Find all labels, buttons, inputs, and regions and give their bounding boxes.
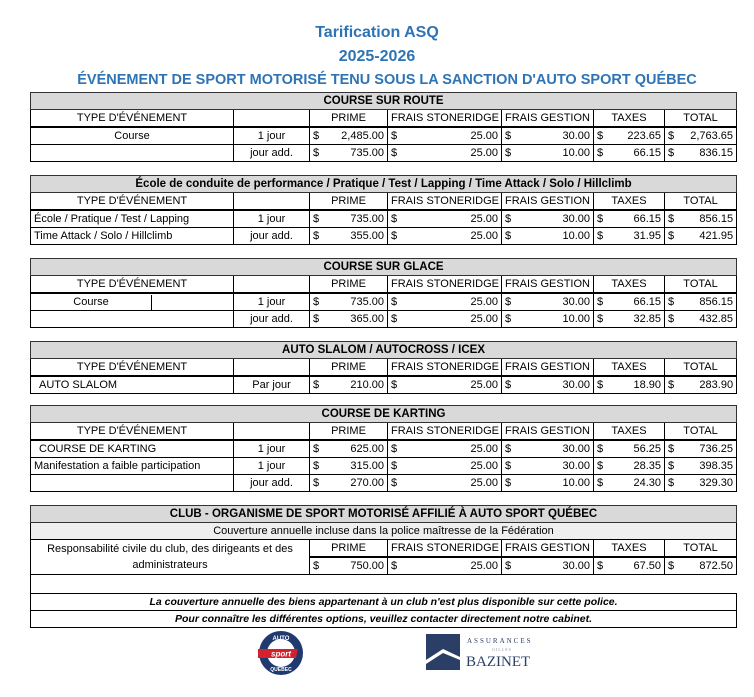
currency-symbol: $ <box>313 442 320 455</box>
row-taxes: 32.85 <box>633 312 661 325</box>
row-type: École / Pratique / Test / Lapping <box>31 210 234 228</box>
col-prime: PRIME <box>310 110 388 128</box>
row-unit: 1 jour <box>234 458 310 475</box>
col-gestion: FRAIS GESTION <box>502 423 594 441</box>
club-prime: 750.00 <box>350 559 384 572</box>
col-total: TOTAL <box>665 540 737 558</box>
row-unit: 1 jour <box>234 127 310 145</box>
empty-row <box>31 575 737 594</box>
currency-symbol: $ <box>391 146 398 159</box>
col-unit <box>234 110 310 128</box>
currency-symbol: $ <box>391 476 398 489</box>
row-taxes: 66.15 <box>633 212 661 225</box>
row-stoneridge: 25.00 <box>470 442 498 455</box>
row-total: 836.15 <box>699 146 734 159</box>
col-stoneridge: FRAIS STONERIDGE <box>388 423 502 441</box>
col-taxes: TAXES <box>594 540 665 558</box>
row-total: 2,763.65 <box>690 129 734 142</box>
col-stoneridge: FRAIS STONERIDGE <box>388 359 502 377</box>
currency-symbol: $ <box>391 295 398 308</box>
currency-symbol: $ <box>668 146 675 159</box>
table-row <box>31 440 737 458</box>
currency-symbol: $ <box>313 146 320 159</box>
row-stoneridge: 25.00 <box>470 312 498 325</box>
currency-symbol: $ <box>313 229 320 242</box>
currency-symbol: $ <box>597 476 604 489</box>
currency-symbol: $ <box>391 229 398 242</box>
col-total: TOTAL <box>665 276 737 294</box>
col-unit <box>234 193 310 211</box>
currency-symbol: $ <box>597 129 604 142</box>
row-type: Time Attack / Solo / Hillclimb <box>31 228 234 245</box>
col-total: TOTAL <box>665 110 737 128</box>
club-gestion: 30.00 <box>562 559 590 572</box>
col-gestion: FRAIS GESTION <box>502 540 594 558</box>
row-total: 329.30 <box>699 476 734 489</box>
currency-symbol: $ <box>391 129 398 142</box>
table-row <box>31 210 737 228</box>
section-title: École de conduite de performance / Pratique / Test / Lapping / Time Attack / Solo / Hillclimb <box>31 176 737 193</box>
currency-symbol: $ <box>505 212 512 225</box>
currency-symbol: $ <box>668 559 675 572</box>
currency-symbol: $ <box>391 312 398 325</box>
row-stoneridge: 25.00 <box>470 129 498 142</box>
club-stoneridge: 25.00 <box>470 559 498 572</box>
page-title: Tarification ASQ <box>315 24 439 41</box>
col-total: TOTAL <box>665 423 737 441</box>
currency-symbol: $ <box>668 229 675 242</box>
table-row <box>31 475 737 492</box>
row-type: COURSE DE KARTING <box>31 440 234 458</box>
row-unit: jour add. <box>234 475 310 492</box>
currency-symbol: $ <box>668 476 675 489</box>
row-gestion: 30.00 <box>562 129 590 142</box>
currency-symbol: $ <box>597 442 604 455</box>
currency-symbol: $ <box>391 442 398 455</box>
currency-symbol: $ <box>597 212 604 225</box>
row-prime: 735.00 <box>350 212 384 225</box>
page-subtitle: ÉVÉNEMENT DE SPORT MOTORISÉ TENU SOUS LA SANCTION D'AUTO SPORT QUÉBEC <box>77 72 697 88</box>
currency-symbol: $ <box>505 559 512 572</box>
row-stoneridge: 25.00 <box>470 476 498 489</box>
col-gestion: FRAIS GESTION <box>502 193 594 211</box>
row-taxes: 66.15 <box>633 295 661 308</box>
currency-symbol: $ <box>505 129 512 142</box>
section-table <box>30 258 737 328</box>
table-row <box>31 127 737 145</box>
row-type: AUTO SLALOM <box>31 376 234 394</box>
row-type: Manifestation a faible participation <box>31 458 234 475</box>
table-row <box>31 376 737 394</box>
row-stoneridge: 25.00 <box>470 146 498 159</box>
currency-symbol: $ <box>668 442 675 455</box>
currency-symbol: $ <box>668 212 675 225</box>
col-gestion: FRAIS GESTION <box>502 276 594 294</box>
row-gestion: 30.00 <box>562 378 590 391</box>
row-prime: 315.00 <box>350 459 384 472</box>
table-row <box>31 293 737 311</box>
col-prime: PRIME <box>310 540 388 558</box>
bazinet-logo-assurances: ASSURANCES <box>467 637 533 645</box>
row-taxes: 66.15 <box>633 146 661 159</box>
col-total: TOTAL <box>665 359 737 377</box>
currency-symbol: $ <box>313 559 320 572</box>
row-type <box>31 145 234 162</box>
section-title: COURSE DE KARTING <box>31 406 737 423</box>
col-gestion: FRAIS GESTION <box>502 359 594 377</box>
row-stoneridge: 25.00 <box>470 212 498 225</box>
currency-symbol: $ <box>597 295 604 308</box>
row-taxes: 223.65 <box>627 129 661 142</box>
row-gestion: 30.00 <box>562 212 590 225</box>
row-taxes: 28.35 <box>633 459 661 472</box>
col-type: TYPE D'ÉVÉNEMENT <box>31 359 234 377</box>
col-type: TYPE D'ÉVÉNEMENT <box>31 276 234 294</box>
row-gestion: 10.00 <box>562 312 590 325</box>
row-type: Course <box>31 127 234 145</box>
row-taxes: 31.95 <box>633 229 661 242</box>
row-prime: 2,485.00 <box>341 129 384 142</box>
row-stoneridge: 25.00 <box>470 295 498 308</box>
col-unit <box>234 423 310 441</box>
col-taxes: TAXES <box>594 193 665 211</box>
table-row <box>31 458 737 475</box>
row-total: 432.85 <box>699 312 734 325</box>
section-title: COURSE SUR GLACE <box>31 259 737 276</box>
col-type: TYPE D'ÉVÉNEMENT <box>31 110 234 128</box>
club-subtitle: Couverture annuelle incluse dans la police maîtresse de la Fédération <box>31 523 737 540</box>
row-taxes: 24.30 <box>633 476 661 489</box>
currency-symbol: $ <box>597 459 604 472</box>
page-year: 2025-2026 <box>338 48 416 65</box>
row-type <box>31 311 234 328</box>
section-title: COURSE SUR ROUTE <box>31 93 737 110</box>
row-total: 736.25 <box>699 442 734 455</box>
row-unit: 1 jour <box>234 210 310 228</box>
club-note-1: La couverture annuelle des biens appartenant à un club n'est plus disponible sur cette police. <box>31 594 737 611</box>
currency-symbol: $ <box>313 312 320 325</box>
currency-symbol: $ <box>597 146 604 159</box>
col-stoneridge: FRAIS STONERIDGE <box>388 110 502 128</box>
col-stoneridge: FRAIS STONERIDGE <box>388 540 502 558</box>
club-section <box>30 505 737 628</box>
row-unit: 1 jour <box>234 293 310 311</box>
row-stoneridge: 25.00 <box>470 459 498 472</box>
assurances-bazinet-logo <box>426 634 544 670</box>
row-prime: 210.00 <box>350 378 384 391</box>
auto-sport-quebec-logo <box>258 630 304 676</box>
section-title: AUTO SLALOM / AUTOCROSS / ICEX <box>31 342 737 359</box>
row-gestion: 10.00 <box>562 146 590 159</box>
row-prime: 355.00 <box>350 229 384 242</box>
row-stoneridge: 25.00 <box>470 229 498 242</box>
col-prime: PRIME <box>310 423 388 441</box>
row-unit: jour add. <box>234 311 310 328</box>
section-table <box>30 405 737 492</box>
currency-symbol: $ <box>313 476 320 489</box>
currency-symbol: $ <box>313 129 320 142</box>
row-total: 398.35 <box>699 459 734 472</box>
currency-symbol: $ <box>505 378 512 391</box>
row-prime: 735.00 <box>350 146 384 159</box>
row-unit: jour add. <box>234 145 310 162</box>
row-total: 283.90 <box>699 378 734 391</box>
currency-symbol: $ <box>668 459 675 472</box>
row-total: 421.95 <box>699 229 734 242</box>
currency-symbol: $ <box>668 129 675 142</box>
row-gestion: 10.00 <box>562 476 590 489</box>
currency-symbol: $ <box>505 442 512 455</box>
row-type: Course <box>31 295 152 310</box>
currency-symbol: $ <box>313 295 320 308</box>
currency-symbol: $ <box>505 459 512 472</box>
club-total: 872.50 <box>699 559 733 572</box>
col-taxes: TAXES <box>594 359 665 377</box>
asq-logo-auto: AUTO <box>272 636 290 642</box>
bazinet-logo-name: BAZINET <box>466 654 531 670</box>
row-stoneridge: 25.00 <box>470 378 498 391</box>
row-gestion: 10.00 <box>562 229 590 242</box>
col-taxes: TAXES <box>594 110 665 128</box>
currency-symbol: $ <box>505 146 512 159</box>
row-gestion: 30.00 <box>562 442 590 455</box>
table-row <box>31 145 737 162</box>
currency-symbol: $ <box>597 229 604 242</box>
col-total: TOTAL <box>665 193 737 211</box>
club-title: CLUB - ORGANISME DE SPORT MOTORISÉ AFFILIÉ À AUTO SPORT QUÉBEC <box>31 506 737 523</box>
col-stoneridge: FRAIS STONERIDGE <box>388 193 502 211</box>
asq-logo-sport: sport <box>271 649 291 659</box>
currency-symbol: $ <box>313 212 320 225</box>
row-prime: 270.00 <box>350 476 384 489</box>
row-gestion: 30.00 <box>562 295 590 308</box>
row-unit: Par jour <box>234 376 310 394</box>
row-type <box>31 475 234 492</box>
row-total: 856.15 <box>699 295 734 308</box>
currency-symbol: $ <box>597 559 604 572</box>
col-unit <box>234 359 310 377</box>
currency-symbol: $ <box>668 378 675 391</box>
section-table <box>30 175 737 245</box>
row-taxes: 56.25 <box>633 442 661 455</box>
club-taxes: 67.50 <box>633 559 661 572</box>
asq-logo-quebec: QUÉBEC <box>270 667 292 673</box>
currency-symbol: $ <box>668 295 675 308</box>
row-taxes: 18.90 <box>633 378 661 391</box>
currency-symbol: $ <box>505 476 512 489</box>
currency-symbol: $ <box>505 295 512 308</box>
currency-symbol: $ <box>505 229 512 242</box>
currency-symbol: $ <box>597 378 604 391</box>
row-gestion: 30.00 <box>562 459 590 472</box>
row-prime: 365.00 <box>350 312 384 325</box>
currency-symbol: $ <box>391 378 398 391</box>
row-prime: 625.00 <box>350 442 384 455</box>
row-total: 856.15 <box>699 212 734 225</box>
section-table <box>30 92 737 162</box>
row-unit: 1 jour <box>234 440 310 458</box>
col-prime: PRIME <box>310 193 388 211</box>
row-unit: jour add. <box>234 228 310 245</box>
col-taxes: TAXES <box>594 423 665 441</box>
currency-symbol: $ <box>391 459 398 472</box>
col-type: TYPE D'ÉVÉNEMENT <box>31 423 234 441</box>
currency-symbol: $ <box>505 312 512 325</box>
currency-symbol: $ <box>668 312 675 325</box>
currency-symbol: $ <box>313 459 320 472</box>
club-note-2: Pour connaître les différentes options, veuillez contacter directement notre cabinet. <box>31 611 737 628</box>
table-row <box>31 311 737 328</box>
col-stoneridge: FRAIS STONERIDGE <box>388 276 502 294</box>
currency-symbol: $ <box>313 378 320 391</box>
col-gestion: FRAIS GESTION <box>502 110 594 128</box>
row-prime: 735.00 <box>350 295 384 308</box>
col-prime: PRIME <box>310 276 388 294</box>
currency-symbol: $ <box>391 212 398 225</box>
club-coverage-type: Responsabilité civile du club, des dirigeants et des administrateurs <box>31 540 310 575</box>
bazinet-logo-gilles: GILLES <box>492 647 512 652</box>
currency-symbol: $ <box>391 559 398 572</box>
col-taxes: TAXES <box>594 276 665 294</box>
col-type: TYPE D'ÉVÉNEMENT <box>31 193 234 211</box>
table-row <box>31 228 737 245</box>
section-table <box>30 341 737 394</box>
col-unit <box>234 276 310 294</box>
col-prime: PRIME <box>310 359 388 377</box>
currency-symbol: $ <box>597 312 604 325</box>
